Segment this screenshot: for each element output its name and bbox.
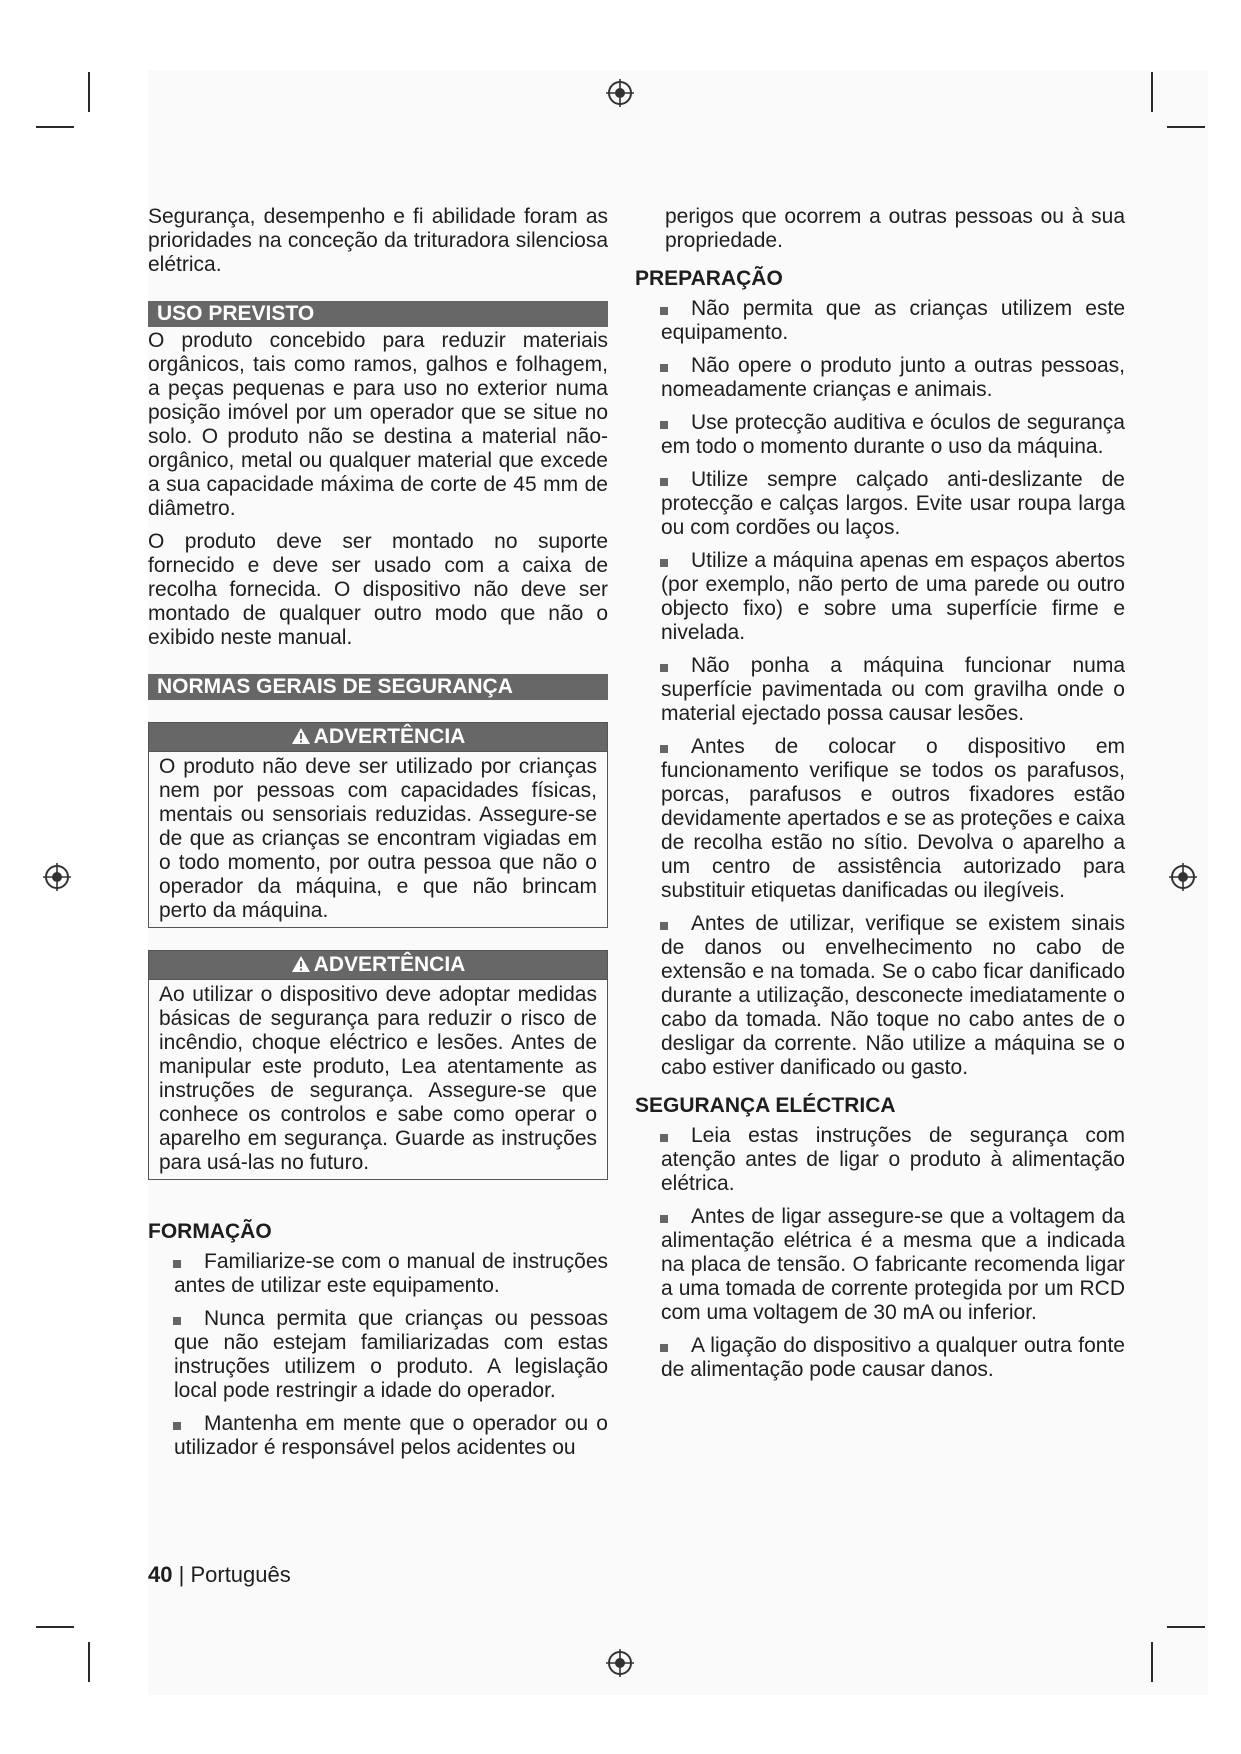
- list-item: Utilize a máquina apenas em espaços abertos (por exemplo, não perto de uma parede ou outro objecto fixo) e sobre uma superfície firme e nivelada.: [661, 549, 1125, 644]
- list-item: Utilize sempre calçado anti-deslizante de protecção e calças largos. Evite usar roupa larga ou com cordões ou laços.: [661, 468, 1125, 539]
- list-item: Não permita que as crianças utilizem este equipamento.: [661, 297, 1125, 344]
- square-bullet-icon: [660, 364, 668, 372]
- footer-language: Português: [190, 1562, 291, 1587]
- crop-mark: [88, 72, 90, 112]
- warning-header: [149, 723, 607, 752]
- warning-title: ADVERTÊNCIA: [313, 725, 466, 748]
- subheading-seguranca-eletrica: SEGURANÇA ELÉCTRICA: [635, 1094, 896, 1117]
- list-item: Nunca permita que crianças ou pessoas que não estejam familiarizadas com estas instruções utilizem o produto. A legislação local pode restringir a idade do operador.: [174, 1307, 608, 1402]
- list-item: Antes de ligar assegure-se que a voltagem da alimentação elétrica é a mesma que a indicada na placa de tensão. O fabricante recomenda ligar a uma tomada de corrente protegida por um RCD com uma voltagem de 30 mA ou inferior.: [661, 1205, 1125, 1324]
- crop-mark: [1151, 72, 1153, 112]
- subheading-formacao: FORMAÇÃO: [148, 1220, 272, 1243]
- section-heading-normas: NORMAS GERAIS DE SEGURANÇA: [148, 674, 608, 700]
- list-item: Use protecção auditiva e óculos de segurança em todo o momento durante o uso da máquina.: [661, 411, 1125, 458]
- list-item: Antes de colocar o dispositivo em funcionamento verifique se todos os parafusos, porcas, parafusos e outros fixadores estão devidamente apertados e se as proteções e caixa de recolha estão no sítio. Devolva o aparelho a um centro de assistência autorizado para substituir etiquetas danificadas ou ilegíveis.: [661, 735, 1125, 902]
- continuation-text: perigos que ocorrem a outras pessoas ou à sua propriedade.: [665, 205, 1125, 252]
- page-footer: [148, 1562, 291, 1588]
- square-bullet-icon: [660, 745, 668, 753]
- crop-mark: [1167, 1626, 1205, 1628]
- left-column: [148, 205, 608, 1469]
- square-bullet-icon: [660, 1344, 668, 1352]
- registration-mark-icon: [1168, 862, 1198, 892]
- crop-mark: [36, 126, 74, 128]
- uso-previsto-paragraph-2: O produto deve ser montado no suporte fornecido e deve ser usado com a caixa de recolha fornecida. O dispositivo não deve ser montado de qualquer outro modo que não o exibido neste manual.: [148, 530, 608, 649]
- section-heading-uso-previsto: USO PREVISTO: [148, 301, 608, 327]
- square-bullet-icon: [660, 1215, 668, 1223]
- square-bullet-icon: [660, 1134, 668, 1142]
- list-item: Não ponha a máquina funcionar numa superfície pavimentada ou com gravilha onde o material ejectado possa causar lesões.: [661, 654, 1125, 725]
- square-bullet-icon: [660, 922, 668, 930]
- square-bullet-icon: [660, 559, 668, 567]
- square-bullet-icon: [173, 1422, 181, 1430]
- list-item: Familiarize-se com o manual de instruções antes de utilizar este equipamento.: [174, 1250, 608, 1297]
- warning-text: O produto não deve ser utilizado por crianças nem por pessoas com capacidades físicas, mentais ou sensoriais reduzidas. Assegure-se de que as crianças se encontram vigiadas em o todo momento, por outra pessoa que não o operador da máquina, e que não brincam perto da máquina.: [159, 755, 597, 922]
- warning-box: [148, 950, 608, 1180]
- square-bullet-icon: [660, 664, 668, 672]
- crop-mark: [36, 1626, 74, 1628]
- crop-mark: [1167, 126, 1205, 128]
- crop-mark: [88, 1642, 90, 1682]
- page-number: 40: [148, 1562, 173, 1587]
- warning-triangle-icon: [291, 955, 311, 973]
- intro-paragraph: Segurança, desempenho e fi abilidade foram as prioridades na conceção da trituradora silenciosa elétrica.: [148, 205, 608, 276]
- square-bullet-icon: [173, 1260, 181, 1268]
- warning-box: [148, 722, 608, 928]
- warning-header: [149, 951, 607, 980]
- square-bullet-icon: [173, 1317, 181, 1325]
- list-item: Mantenha em mente que o operador ou o utilizador é responsável pelos acidentes ou: [174, 1412, 608, 1459]
- footer-separator: |: [178, 1562, 185, 1587]
- square-bullet-icon: [660, 307, 668, 315]
- registration-mark-icon: [605, 1648, 635, 1678]
- square-bullet-icon: [660, 421, 668, 429]
- right-column: [635, 205, 1125, 1391]
- list-item: Não opere o produto junto a outras pessoas, nomeadamente crianças e animais.: [661, 354, 1125, 401]
- warning-text: Ao utilizar o dispositivo deve adoptar medidas básicas de segurança para reduzir o risco de incêndio, choque eléctrico e lesões. Antes de manipular este produto, Lea atentamente as instruções de segurança. Assegure-se que conhece os controlos e sabe como operar o aparelho em segurança. Guarde as instruções para usá-las no futuro.: [159, 983, 597, 1174]
- list-item: A ligação do dispositivo a qualquer outra fonte de alimentação pode causar danos.: [661, 1334, 1125, 1381]
- registration-mark-icon: [42, 862, 72, 892]
- subheading-preparacao: PREPARAÇÃO: [635, 267, 783, 290]
- square-bullet-icon: [660, 478, 668, 486]
- warning-triangle-icon: [291, 727, 311, 745]
- crop-mark: [1151, 1642, 1153, 1682]
- list-item: Antes de utilizar, verifique se existem sinais de danos ou envelhecimento no cabo de extensão e na tomada. Se o cabo ficar danificado durante a utilização, desconecte imediatamente o cabo da tomada. Não toque no cabo antes de o desligar da corrente. Não utilize a máquina se o cabo estiver danificado ou gasto.: [661, 912, 1125, 1079]
- list-item: Leia estas instruções de segurança com atenção antes de ligar o produto à alimentação elétrica.: [661, 1124, 1125, 1195]
- registration-mark-icon: [605, 78, 635, 108]
- uso-previsto-paragraph-1: O produto concebido para reduzir materiais orgânicos, tais como ramos, galhos e folhagem, a peças pequenas e para uso no exterior numa posição imóvel por um operador que se situe no solo. O produto não se destina a material não-orgânico, metal ou qualquer material que excede a sua capacidade máxima de corte de 45 mm de diâmetro.: [148, 329, 608, 520]
- warning-title: ADVERTÊNCIA: [313, 953, 466, 976]
